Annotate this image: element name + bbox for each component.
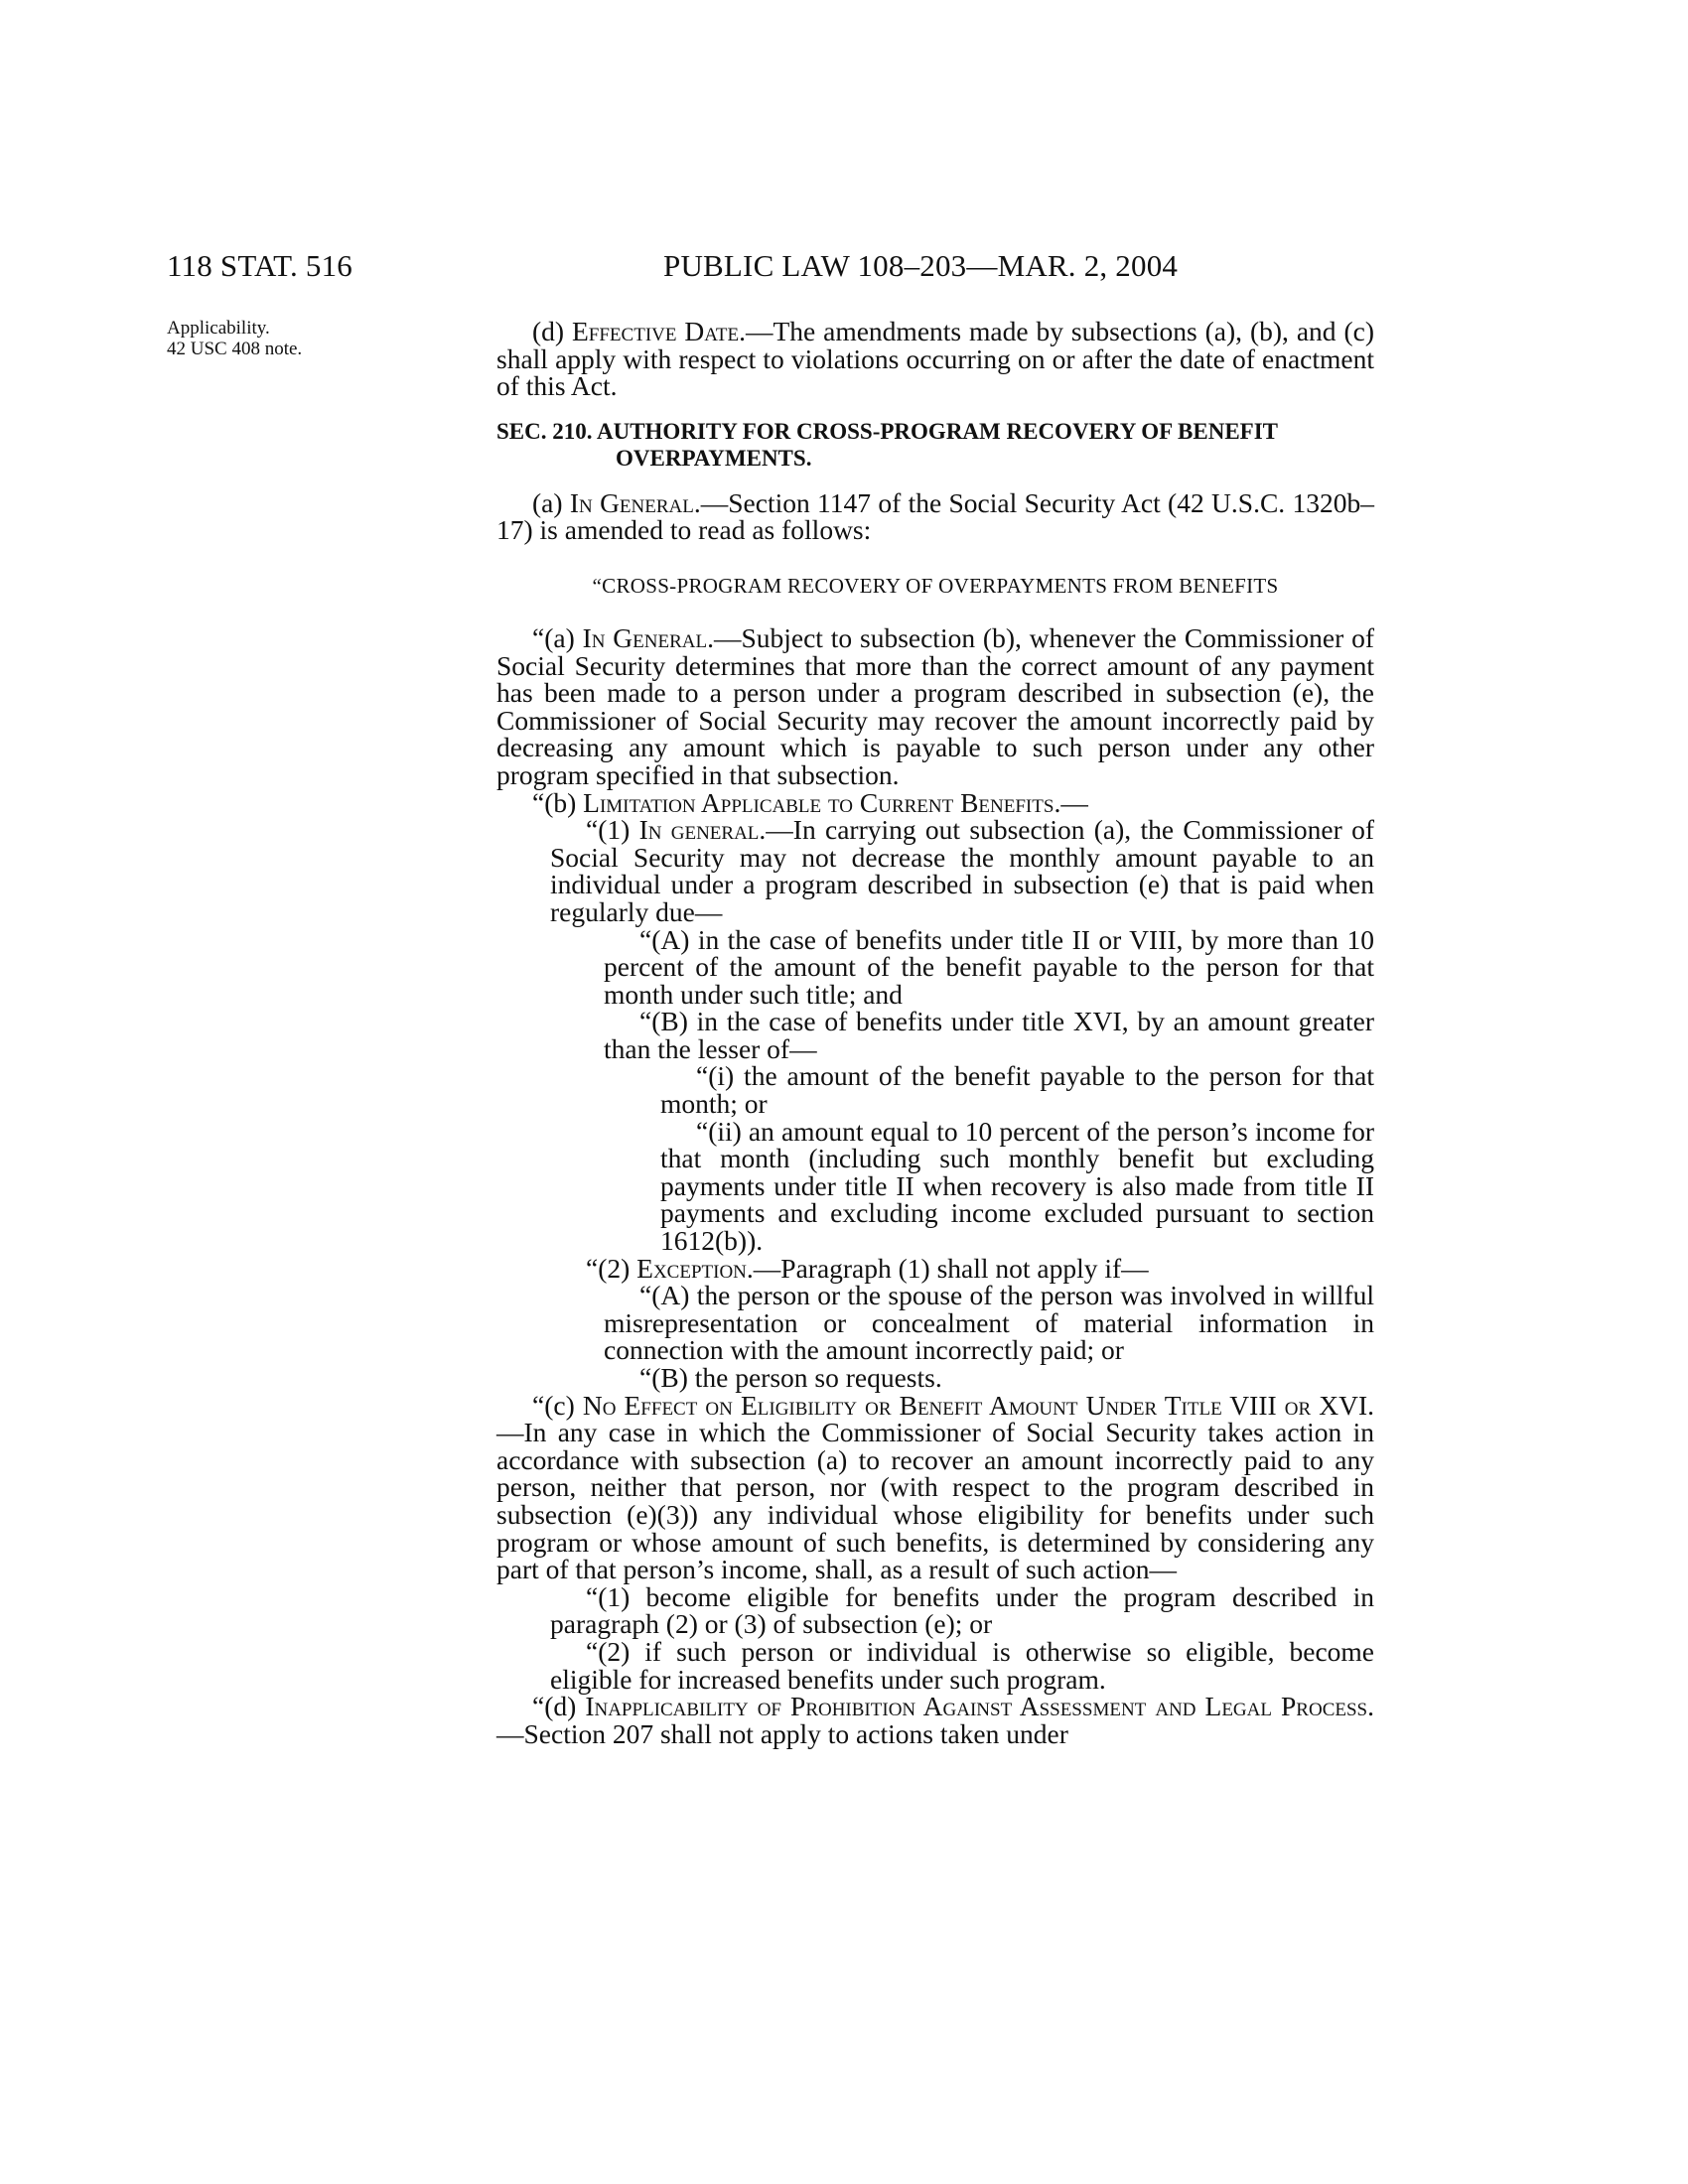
heading: Effective Date <box>572 316 740 346</box>
label: (a) <box>532 486 570 518</box>
body: .—Section 1147 of the Social Security Act (42 U.S.C. 1320b–17) is amended to read as follows: <box>496 486 1374 546</box>
heading: In General <box>569 486 694 518</box>
quoted-subsection-a <box>496 621 1374 790</box>
quoted-subsection-c <box>496 1389 1374 1585</box>
body: .—In carrying out subsection (a), the Commissioner of Social Security may not decrease the monthly amount payable to an individual under a program described in subsection (e) that is paid when regularly due— <box>550 814 1374 927</box>
section-heading-line1: SEC. 210. AUTHORITY FOR CROSS-PROGRAM RECOVERY OF BENEFIT <box>496 418 1279 444</box>
paragraph-c1: “(1) become eligible for benefits under the program described in paragraph (2) or (3) of subsection (e); or <box>550 1580 1374 1640</box>
paragraph-b1 <box>496 816 1374 925</box>
clause-b2B: “(B) the person so requests. <box>639 1362 942 1393</box>
public-law-header: PUBLIC LAW 108–203—MAR. 2, 2004 <box>663 248 1179 283</box>
margin-note-applicability: Applicability. <box>167 318 270 339</box>
section-heading <box>496 418 1374 472</box>
quoted-section-title: “CROSS-PROGRAM RECOVERY OF OVERPAYMENTS FROM BENEFITS <box>592 573 1279 598</box>
heading: Exception <box>636 1252 747 1284</box>
label: “(c) <box>532 1389 583 1421</box>
clause-b1B: “(B) in the case of benefits under title XVI, by an amount greater than the lesser of— <box>604 1006 1374 1064</box>
margin-note-usc: 42 USC 408 note. <box>167 339 303 359</box>
quoted-subsection-d <box>496 1693 1374 1747</box>
heading: In General <box>582 621 708 653</box>
quoted-subsection-b <box>496 786 1374 818</box>
heading: Inapplicability of Prohibition Against Assessment and Legal Process <box>585 1691 1368 1722</box>
heading: Limitation Applicable to Current Benefits <box>583 786 1055 818</box>
section-heading-line2: OVERPAYMENTS. <box>616 445 812 471</box>
clause-b1Bii: “(ii) an amount equal to 10 percent of the person’s income for that month (including such monthly benefit but excluding payments under title II when recovery is also made from title II payments and excluding income excluded pursuant to section 1612(b)). <box>660 1115 1374 1257</box>
page-stat-reference: 118 STAT. 516 <box>167 248 352 283</box>
body: .—Paragraph (1) shall not apply if— <box>746 1252 1149 1284</box>
effective-date-paragraph <box>496 318 1374 400</box>
label: “(d) <box>532 1691 586 1722</box>
body: .—In any case in which the Commissioner of Social Security takes action in accordance with subsection (a) to recover an amount incorrectly paid to any person, neither that person, nor (with respect to the program described in subsection (e)(3)) any individual whose eligibility for benefits under such program or whose amount of such benefits, is determined by considering any part of that person’s income, shall, as a result of such action— <box>496 1389 1374 1585</box>
label: “(b) <box>532 786 584 818</box>
paragraph-c2: “(2) if such person or individual is otherwise so eligible, become eligible for increased benefits under such program. <box>550 1635 1374 1695</box>
label: (d) <box>532 316 572 346</box>
body: .—Section 207 shall not apply to actions taken under <box>496 1691 1374 1749</box>
body: .— <box>1054 786 1088 818</box>
body: .—The amendments made by subsections (a), (b), and (c) shall apply with respect to violations occurring on or after the date of enactment of this Act. <box>496 316 1374 402</box>
heading: In general <box>638 814 760 846</box>
subsection-a-paragraph <box>496 486 1374 546</box>
clause-b1A: “(A) in the case of benefits under title II or VIII, by more than 10 percent of the amount of the benefit payable to the person for that month under such title; and <box>604 923 1374 1010</box>
heading: No Effect on Eligibility or Benefit Amount Under Title VIII or XVI <box>582 1389 1368 1421</box>
label: “(2) <box>586 1252 637 1284</box>
statute-body <box>496 318 1374 1747</box>
clause-b2A: “(A) the person or the spouse of the person was involved in willful misrepresentation or concealment of material information in connection with the amount incorrectly paid; or <box>604 1280 1374 1366</box>
body: .—Subject to subsection (b), whenever the Commissioner of Social Security determines that more than the correct amount of any payment has been made to a person under a program described in subsection (e), the Commissioner of Social Security may recover the amount incorrectly paid by decreasing any amount which is payable to such person under any other program specified in that subsection. <box>496 621 1374 790</box>
clause-b1Bi: “(i) the amount of the benefit payable to the person for that month; or <box>660 1060 1374 1120</box>
label: “(1) <box>586 814 639 846</box>
label: “(a) <box>532 621 583 653</box>
paragraph-b2 <box>496 1252 1374 1284</box>
